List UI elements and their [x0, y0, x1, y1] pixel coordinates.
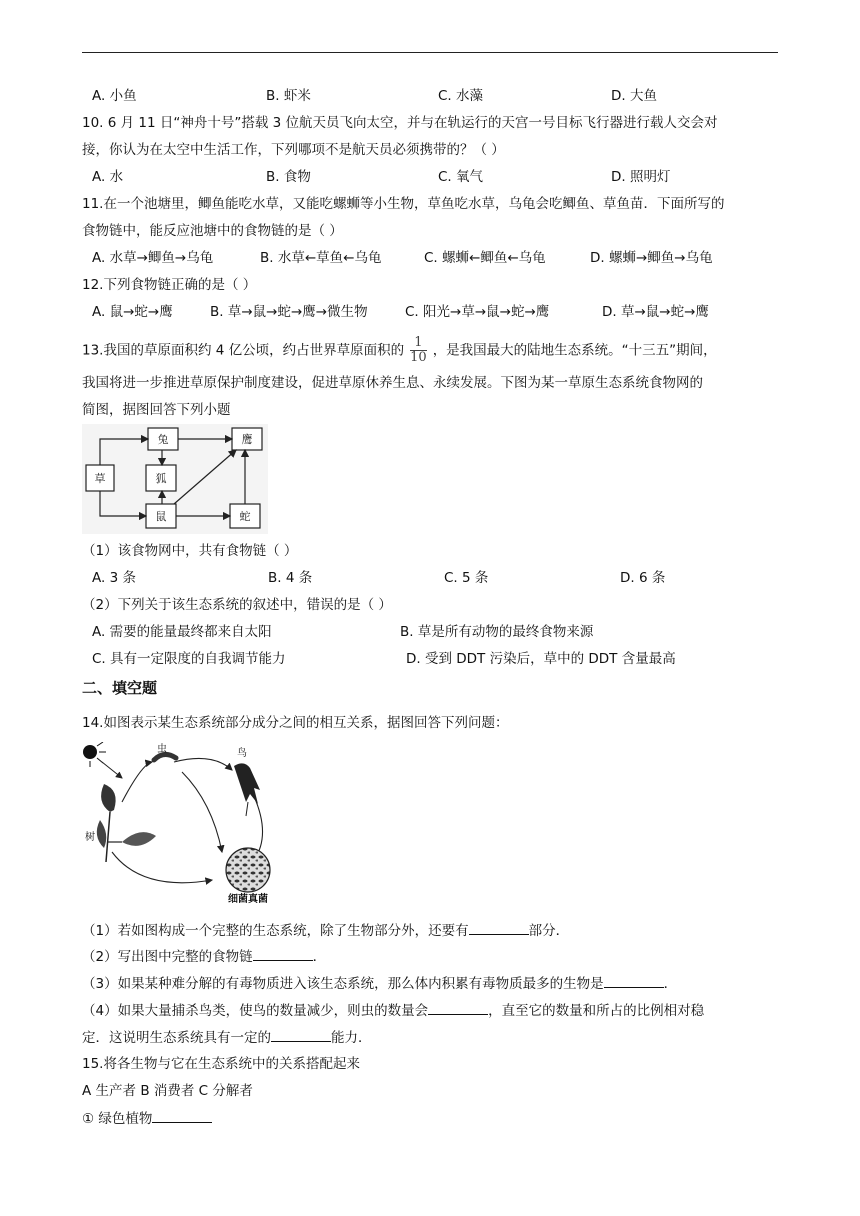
q13-stem-line3: 简图，据图回答下列小题 — [82, 402, 231, 418]
q13-sub2-option-d[interactable]: D. 受到 DDT 污染后，草中的 DDT 含量最高 — [406, 651, 676, 667]
q14-sub3-text: （3）如果某种难分解的有毒物质进入该生态系统，那么体内积累有毒物质最多的生物是 — [82, 976, 604, 992]
node-eagle: 鹰 — [241, 433, 253, 446]
q14-blank-4[interactable] — [428, 1000, 488, 1015]
q13-sub1-option-a[interactable]: A. 3 条 — [92, 570, 136, 586]
header-rule — [82, 52, 778, 53]
q13-sub1-stem: （1）该食物网中，共有食物链（ ） — [82, 543, 298, 559]
q12-option-b[interactable]: B. 草→鼠→蛇→鹰→微生物 — [210, 304, 368, 320]
q13-sub2-option-a[interactable]: A. 需要的能量最终都来自太阳 — [92, 624, 272, 640]
q13-sub2-option-b[interactable]: B. 草是所有动物的最终食物来源 — [400, 624, 594, 640]
food-web-diagram — [82, 424, 268, 534]
q14-sub1-text: （1）若如图构成一个完整的生态系统，除了生物部分外，还要有 — [82, 923, 469, 939]
q9-option-c[interactable]: C. 水藻 — [438, 88, 484, 104]
q10-option-d[interactable]: D. 照明灯 — [611, 169, 671, 185]
q10-stem-line1: 10. 6 月 11 日“神舟十号”搭载 3 位航天员飞向太空，并与在轨运行的天宫一号目标飞行器进行载人交会对 — [82, 115, 718, 131]
tree-icon — [97, 784, 156, 862]
q14-sub4-text: （4）如果大量捕杀鸟类，使鸟的数量减少，则虫的数量会 — [82, 1003, 429, 1019]
node-fox: 狐 — [155, 472, 167, 485]
q13-stem-post: ，是我国最大的陆地生态系统。“十三五”期间， — [432, 342, 717, 359]
fraction-numerator: 1 — [414, 335, 423, 350]
label-insect: 虫 — [157, 744, 167, 755]
q15-item-1 — [82, 1108, 212, 1129]
q14-blank-3[interactable] — [604, 973, 664, 988]
q14-sub4 — [82, 1000, 704, 1021]
q14-sub1-tail: 部分． — [528, 923, 570, 939]
q15-stem: 15.将各生物与它在生态系统中的关系搭配起来 — [82, 1056, 360, 1072]
q14-sub2-text: （2）写出图中完整的食物链 — [82, 949, 253, 965]
q14-blank-2[interactable] — [253, 946, 313, 961]
label-bird: 鸟 — [237, 748, 247, 759]
q14-sub3-tail: ． — [663, 976, 678, 992]
q14-sub4-tail: ，直至它的数量和所占的比例相对稳 — [488, 1003, 705, 1019]
q9-option-a[interactable]: A. 小鱼 — [92, 88, 137, 104]
label-tree: 树 — [85, 832, 95, 843]
q14-sub4-line2 — [82, 1027, 372, 1048]
q13-sub1-option-c[interactable]: C. 5 条 — [444, 570, 489, 586]
fraction-denominator: 10 — [410, 350, 427, 365]
sun-icon — [83, 742, 106, 767]
label-decomposer: 细菌真菌 — [228, 894, 268, 904]
q12-option-a[interactable]: A. 鼠→蛇→鹰 — [92, 304, 173, 320]
q11-option-c[interactable]: C. 螺蛳←鲫鱼←乌龟 — [424, 250, 546, 266]
q15-role-options: A 生产者 B 消费者 C 分解者 — [82, 1083, 253, 1099]
q11-option-a[interactable]: A. 水草→鲫鱼→乌龟 — [92, 250, 214, 266]
q10-stem-line2: 接，你认为在太空中生活工作，下列哪项不是航天员必须携带的？（ ） — [82, 142, 505, 158]
q12-option-d[interactable]: D. 草→鼠→蛇→鹰 — [602, 304, 709, 320]
q14-blank-1[interactable] — [469, 920, 529, 935]
bird-icon — [234, 763, 260, 816]
q14-sub4-line2-tail: 能力． — [331, 1030, 372, 1046]
q15-item-1-text: 绿色植物 — [94, 1111, 153, 1127]
q13-sub1-option-d[interactable]: D. 6 条 — [620, 570, 666, 586]
section-heading-fill-blank: 二、填空题 — [82, 679, 158, 697]
q11-option-b[interactable]: B. 水草←草鱼←乌龟 — [260, 250, 382, 266]
ecosystem-figure — [82, 742, 282, 904]
q9-option-d[interactable]: D. 大鱼 — [611, 88, 657, 104]
q13-sub2-stem: （2）下列关于该生态系统的叙述中，错误的是（ ） — [82, 597, 392, 613]
q14-sub4-line2-text: 定．这说明生态系统具有一定的 — [82, 1030, 271, 1046]
item-number: ① — [82, 1111, 95, 1127]
q11-stem-line2: 食物链中，能反应池塘中的食物链的是（ ） — [82, 223, 343, 239]
q12-stem: 12.下列食物链正确的是（ ） — [82, 277, 257, 293]
q14-stem: 14.如图表示某生态系统部分成分之间的相互关系，据图回答下列问题： — [82, 715, 509, 731]
q13-sub1-option-b[interactable]: B. 4 条 — [268, 570, 313, 586]
q11-stem-line1: 11.在一个池塘里，鲫鱼能吃水草，又能吃螺蛳等小生物，草鱼吃水草，乌龟会吃鲫鱼、草鱼苗．下面所写的 — [82, 196, 725, 212]
node-grass: 草 — [94, 472, 106, 485]
q12-option-c[interactable]: C. 阳光→草→鼠→蛇→鹰 — [405, 304, 550, 320]
node-rabbit: 兔 — [157, 433, 169, 446]
q14-sub2 — [82, 946, 326, 967]
q13-stem-line1 — [82, 336, 717, 365]
q14-sub2-tail: ． — [312, 949, 327, 965]
q13-stem-pre: 13.我国的草原面积约 4 亿公顷，约占世界草原面积的 — [82, 342, 405, 359]
q11-option-d[interactable]: D. 螺蛳→鲫鱼→乌龟 — [590, 250, 713, 266]
q9-option-b[interactable]: B. 虾米 — [266, 88, 311, 104]
q14-sub1 — [82, 920, 569, 941]
fraction — [410, 336, 427, 365]
q10-option-c[interactable]: C. 氧气 — [438, 169, 484, 185]
q14-blank-5[interactable] — [271, 1027, 331, 1042]
q13-stem-line2: 我国将进一步推进草原保护制度建设，促进草原休养生息、永续发展。下图为某一草原生态系统食物网的 — [82, 375, 703, 391]
q15-blank-1[interactable] — [152, 1108, 212, 1123]
q13-sub2-option-c[interactable]: C. 具有一定限度的自我调节能力 — [92, 651, 286, 667]
q14-sub3 — [82, 973, 677, 994]
q10-option-a[interactable]: A. 水 — [92, 169, 124, 185]
q10-option-b[interactable]: B. 食物 — [266, 169, 311, 185]
node-snake: 蛇 — [239, 510, 251, 523]
insect-icon — [154, 754, 176, 760]
decomposer-icon — [226, 848, 270, 892]
node-mouse: 鼠 — [155, 510, 167, 523]
